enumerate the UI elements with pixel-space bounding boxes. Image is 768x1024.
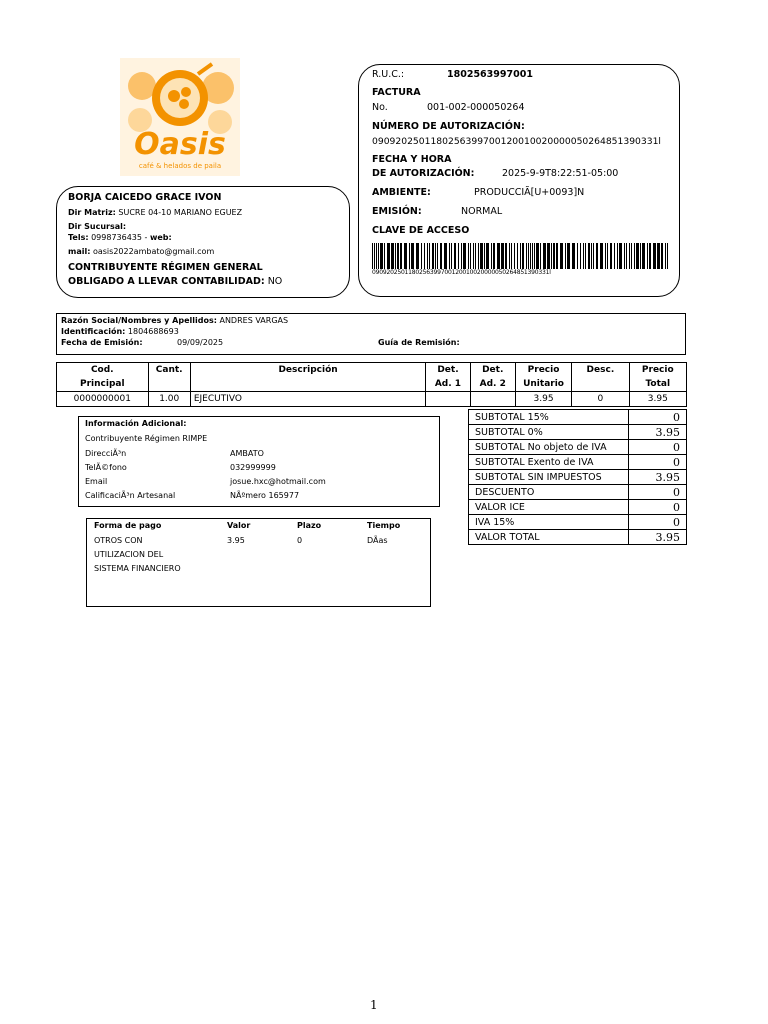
cell-dsc: 0 — [572, 392, 629, 407]
barcode-bar — [661, 243, 663, 269]
barcode-bar — [617, 243, 618, 269]
barcode-bar — [543, 243, 546, 269]
barcode-bar — [480, 243, 483, 269]
barcode-bar — [458, 243, 459, 269]
barcode-bar — [391, 243, 394, 269]
col-det1: Det. Ad. 1 — [426, 363, 470, 392]
barcode-bar — [591, 243, 592, 269]
info-value: AMBATO — [230, 449, 264, 458]
barcode-bar — [400, 243, 402, 269]
totals-row — [469, 515, 687, 530]
barcode-bar — [424, 243, 425, 269]
pago-header-valor: Valor — [227, 521, 251, 530]
identificacion-label: Identificación: — [61, 327, 126, 336]
barcode-bar — [642, 243, 645, 269]
barcode-bar — [437, 243, 438, 269]
barcode-bar — [397, 243, 399, 269]
cell-desc: EJECUTIVO — [190, 392, 425, 407]
barcode-bar — [614, 243, 615, 269]
pago-plazo: 0 — [297, 536, 303, 545]
barcode-bar — [547, 243, 550, 269]
regimen-text: CONTRIBUYENTE RÉGIMEN GENERAL — [68, 262, 263, 273]
barcode-bar — [577, 243, 578, 269]
totals-row — [469, 485, 687, 500]
totals-row — [469, 440, 687, 455]
barcode-bar — [665, 243, 666, 269]
barcode-bar — [565, 243, 566, 269]
contabilidad-value: NO — [267, 276, 283, 287]
barcode-bar — [505, 243, 507, 269]
barcode-bar — [553, 243, 555, 269]
totals-label: SUBTOTAL 0% — [469, 425, 629, 440]
identificacion-value: 1804688693 — [127, 327, 179, 336]
info-value: josue.hxc@hotmail.com — [230, 477, 326, 486]
barcode-bar — [619, 243, 622, 269]
cell-cod: 0000000001 — [57, 392, 149, 407]
totals-row — [469, 530, 687, 545]
ruc-value: 1802563997001 — [447, 69, 533, 80]
barcode-bar — [463, 243, 466, 269]
barcode-bar — [509, 243, 510, 269]
col-descuento: Desc. — [572, 363, 629, 392]
barcode-bar — [536, 243, 539, 269]
totals-row — [469, 410, 687, 425]
barcode-bar — [387, 243, 390, 269]
barcode-bar — [444, 243, 447, 269]
barcode-bar — [567, 243, 570, 269]
pago-tiempo: DÃas — [367, 536, 388, 545]
totals-value: 3.95 — [629, 470, 687, 485]
barcode-bar — [411, 243, 414, 269]
barcode-bar — [540, 243, 541, 269]
fecha-emision-value: 09/09/2025 — [177, 338, 224, 347]
info-value: NÃºmero 165977 — [230, 491, 300, 500]
totals-row — [469, 500, 687, 515]
barcode-bar — [526, 243, 527, 269]
barcode-bar — [626, 243, 627, 269]
barcode-bar — [653, 243, 656, 269]
oasis-logo — [120, 58, 240, 176]
col-cant: Cant. — [148, 363, 190, 392]
barcode-bar — [451, 243, 452, 269]
logo-wordmark: Oasis — [134, 127, 226, 162]
additional-info-box — [78, 416, 440, 507]
auth-date-label-1: FECHA Y HORA — [372, 154, 452, 165]
totals-value: 0 — [629, 515, 687, 530]
barcode-bar — [517, 243, 518, 269]
barcode-bar — [501, 243, 504, 269]
barcode-bar — [640, 243, 641, 269]
barcode-bar — [583, 243, 584, 269]
ruc-label: R.U.C.: — [372, 69, 405, 80]
barcode-bar — [416, 243, 419, 269]
barcode-bar — [593, 243, 594, 269]
barcode-bar — [649, 243, 651, 269]
col-det2: Det. Ad. 2 — [470, 363, 515, 392]
pago-forma-line3: SISTEMA FINANCIERO — [94, 564, 181, 573]
mail-value: oasis2022ambato@gmail.com — [92, 247, 215, 256]
matriz-label: Dir Matriz: — [68, 208, 116, 217]
cell-det2 — [470, 392, 515, 407]
barcode-bar — [514, 243, 515, 269]
info-label: Email — [85, 477, 108, 486]
auth-date-label-2: DE AUTORIZACIÓN: — [372, 168, 475, 179]
payment-box — [86, 518, 431, 607]
auth-date-value: 2025-9-9T8:22:51-05:00 — [502, 168, 619, 179]
totals-row — [469, 425, 687, 440]
barcode-bar — [667, 243, 668, 269]
totals-label: SUBTOTAL 15% — [469, 410, 629, 425]
cell-cant: 1.00 — [148, 392, 190, 407]
barcode-bar — [588, 243, 590, 269]
pago-forma-line1: OTROS CON — [94, 536, 143, 545]
tels-label: Tels: — [68, 233, 89, 242]
pago-valor: 3.95 — [227, 536, 245, 545]
barcode-bar — [491, 243, 492, 269]
emission-label: EMISIÓN: — [372, 206, 422, 217]
environment-label: AMBIENTE: — [372, 187, 431, 198]
barcode-bar — [585, 243, 586, 269]
sucursal-label: Dir Sucursal: — [68, 222, 127, 231]
barcode-bar — [395, 243, 396, 269]
barcode-bar — [449, 243, 450, 269]
barcode-bar — [372, 243, 373, 269]
totals-label: SUBTOTAL SIN IMPUESTOS — [469, 470, 629, 485]
totals-value: 0 — [629, 500, 687, 515]
barcode-bar — [522, 243, 524, 269]
emission-value: NORMAL — [461, 206, 503, 217]
totals-label: DESCUENTO — [469, 485, 629, 500]
access-key-label: CLAVE DE ACCESO — [372, 225, 470, 236]
barcode-bar — [647, 243, 648, 269]
barcode-bar — [384, 243, 385, 269]
barcode-bar — [440, 243, 442, 269]
barcode-bar — [657, 243, 660, 269]
cell-det1 — [426, 392, 470, 407]
barcode-bar — [530, 243, 531, 269]
barcode-bar — [409, 243, 410, 269]
barcode-bar — [551, 243, 552, 269]
totals-table — [468, 409, 687, 545]
cell-pt: 3.95 — [629, 392, 686, 407]
guia-remision-label: Guía de Remisión: — [378, 338, 460, 347]
barcode-bar — [560, 243, 563, 269]
doc-type: FACTURA — [372, 87, 421, 98]
pago-header-plazo: Plazo — [297, 521, 322, 530]
items-table — [56, 362, 687, 407]
col-precio-unitario: Precio Unitario — [515, 363, 571, 392]
barcode-bar — [486, 243, 489, 269]
barcode-bar — [378, 243, 379, 269]
tels-value: 0998736435 - — [91, 233, 148, 242]
totals-value: 3.95 — [629, 530, 687, 545]
barcode-bar — [473, 243, 474, 269]
barcode-bar — [629, 243, 630, 269]
table-row — [57, 392, 687, 407]
invoice-number-label: No. — [372, 102, 388, 113]
barcode-bar — [511, 243, 512, 269]
totals-value: 3.95 — [629, 425, 687, 440]
matriz-value: SUCRE 04-10 MARIANO EGUEZ — [118, 208, 243, 217]
info-label: DirecciÃ³n — [85, 449, 127, 458]
totals-label: SUBTOTAL No objeto de IVA — [469, 440, 629, 455]
barcode-bar — [600, 243, 603, 269]
info-title: Información Adicional: — [85, 419, 187, 428]
contabilidad-label: OBLIGADO A LLEVAR CONTABILIDAD: — [68, 276, 265, 287]
totals-label: SUBTOTAL Exento de IVA — [469, 455, 629, 470]
barcode-bar — [380, 243, 383, 269]
barcode-bar — [605, 243, 606, 269]
barcode-bar — [421, 243, 422, 269]
totals-value: 0 — [629, 440, 687, 455]
barcode-bar — [528, 243, 529, 269]
barcode-bar — [624, 243, 625, 269]
barcode-bar — [634, 243, 635, 269]
web-label: web: — [149, 233, 172, 242]
totals-row — [469, 455, 687, 470]
barcode-bar — [461, 243, 462, 269]
fecha-emision-label: Fecha de Emisión: — [61, 338, 143, 347]
cell-pu: 3.95 — [515, 392, 571, 407]
pago-header-tiempo: Tiempo — [367, 521, 401, 530]
barcode-bar — [596, 243, 598, 269]
razon-value: ANDRES VARGAS — [219, 316, 289, 325]
barcode-bar — [429, 243, 430, 269]
barcode-bar — [610, 243, 612, 269]
info-label: CalificaciÃ³n Artesanal — [85, 491, 176, 500]
access-key-barcode — [372, 243, 668, 277]
access-key-text: 0909202501180256399700120010020000050264851390331l — [372, 269, 551, 276]
invoice-number: 001-002-000050264 — [427, 102, 525, 113]
col-cod: Cod. Principal — [57, 363, 149, 392]
barcode-bar — [534, 243, 535, 269]
barcode-bar — [580, 243, 581, 269]
barcode-bar — [435, 243, 436, 269]
barcode-bar — [493, 243, 495, 269]
barcode-bar — [607, 243, 608, 269]
barcode-bar — [475, 243, 476, 269]
authorization-number: 0909202501180256399700120010020000050264851390331l — [372, 136, 661, 147]
pago-forma-line2: UTILIZACION DEL — [94, 550, 164, 559]
authorization-label: NÚMERO DE AUTORIZACIÓN: — [372, 121, 525, 132]
barcode-bar — [520, 243, 521, 269]
customer-box — [56, 313, 686, 355]
page-number: 1 — [370, 998, 378, 1012]
environment-value: PRODUCCIÃ[U+0093]N — [474, 187, 585, 198]
barcode-bar — [572, 243, 575, 269]
totals-value: 0 — [629, 455, 687, 470]
barcode-bar — [478, 243, 479, 269]
info-value: 032999999 — [230, 463, 276, 472]
barcode-bar — [470, 243, 471, 269]
barcode-bar — [376, 243, 377, 269]
barcode-bar — [468, 243, 469, 269]
col-descripcion: Descripción — [190, 363, 425, 392]
totals-value: 0 — [629, 410, 687, 425]
totals-value: 0 — [629, 485, 687, 500]
barcode-bar — [631, 243, 632, 269]
barcode-bar — [497, 243, 500, 269]
issuer-name: BORJA CAICEDO GRACE IVON — [68, 192, 222, 203]
items-header-row — [57, 363, 687, 392]
mail-label: mail: — [68, 247, 91, 256]
barcode-bar — [374, 243, 375, 269]
info-line1: Contribuyente Régimen RIMPE — [85, 434, 208, 443]
barcode-bar — [404, 243, 407, 269]
barcode-bar — [556, 243, 558, 269]
totals-row — [469, 470, 687, 485]
barcode-bar — [532, 243, 533, 269]
pago-header-forma: Forma de pago — [94, 521, 162, 530]
barcode-bar — [484, 243, 485, 269]
logo-tagline: café & helados de paila — [138, 162, 222, 170]
razon-label: Razón Social/Nombres y Apellidos: — [61, 316, 217, 325]
totals-label: VALOR TOTAL — [469, 530, 629, 545]
barcode-bar — [636, 243, 639, 269]
totals-label: IVA 15% — [469, 515, 629, 530]
totals-label: VALOR ICE — [469, 500, 629, 515]
barcode-bar — [427, 243, 428, 269]
barcode-bar — [454, 243, 456, 269]
info-label: TelÃ©fono — [85, 463, 127, 472]
barcode-bar — [432, 243, 434, 269]
col-precio-total: Precio Total — [629, 363, 686, 392]
issuer-box — [56, 186, 350, 298]
